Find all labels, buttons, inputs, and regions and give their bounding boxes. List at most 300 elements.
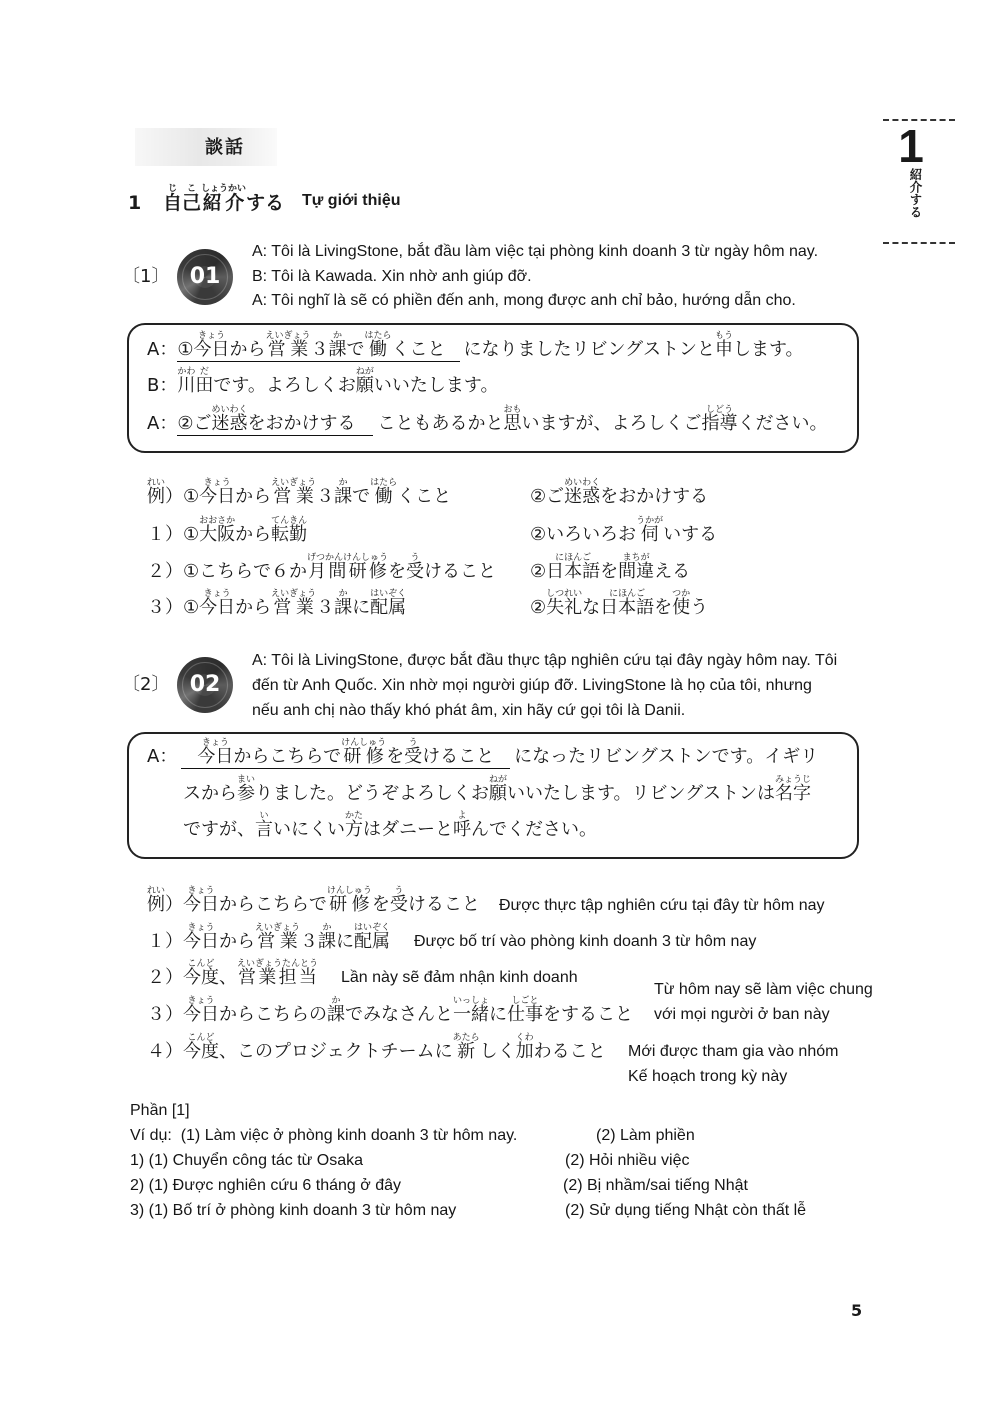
ruby-word [701,405,738,435]
furigana: もう [714,331,733,341]
translation-line: nếu anh chị nào thấy khó phát âm, xin hãy cứ gọi tôi là Danii. [252,702,686,719]
furigana: か [322,923,332,933]
dialog-text [514,746,818,767]
ruby-word [182,184,202,214]
text-run: くこと [391,339,446,360]
text-run: ① [183,486,200,507]
text-run: ①こちらで６か [183,561,307,582]
ruby-base: 転勤 [271,524,308,545]
ruby-base: 営業 [273,486,319,507]
ruby-word [389,886,408,916]
ruby-base: 迷惑 [564,486,601,507]
ruby-base: 紹介 [202,192,248,214]
ruby-base: 営業 [273,597,319,618]
text-run: になったリビングストンです。イギリ [514,746,819,767]
example-row [147,553,496,583]
answers-heading: Phần [1] [130,1102,190,1119]
ruby-base: 加 [515,1041,534,1062]
ruby-base: 田 [195,375,214,396]
furigana: おも [503,405,522,415]
example-translation: Được bố trí vào phòng kinh doanh 3 từ hôm nay [414,933,757,950]
ruby-word [507,996,543,1026]
text-run: を [654,597,673,618]
furigana: けんしゅう [326,886,372,896]
text-run: に [352,597,371,618]
lesson-number: 1 [128,192,142,214]
text-run: ３ [316,597,335,618]
text-run: から [229,339,266,360]
dialog-line [183,811,597,841]
audio-track-icon [177,657,233,713]
speaker: A： [147,339,178,360]
furigana: まい [236,775,256,785]
furigana: くわ [515,1033,534,1043]
ruby-base: 今日 [199,486,236,507]
text-run: ② [530,597,547,618]
ruby-word [236,775,256,805]
text-run: から [219,931,255,952]
ruby-word [146,478,166,508]
text-run: はダニーと [363,819,453,840]
furigana: みょうじ [775,775,812,785]
ruby-word [199,478,236,508]
example-label [147,967,183,988]
furigana: つか [672,589,691,599]
ruby-word [177,367,196,397]
answer-option-1: 3) (1) Bố trí ở phòng kinh doanh 3 từ hôm nay [130,1202,457,1219]
ruby-base: 例 [147,486,165,507]
text-run: ① [183,597,200,618]
text-run: １） [147,524,183,545]
example-translation: Từ hôm nay sẽ làm việc chung [654,981,873,998]
ruby-base: 思 [503,413,522,434]
text-run: スから [183,783,237,804]
example-option-1 [183,553,496,582]
ruby-word [334,589,353,619]
text-run: からこちらで [233,746,342,767]
ruby-base: 配属 [354,931,391,952]
text-run: いする [663,524,718,545]
furigana: けんしゅう [341,738,387,748]
dialog-line [147,331,804,361]
ruby-word [271,478,319,508]
text-run: ３） [147,597,183,618]
example-label [146,478,183,507]
text-run: ３ [300,931,319,952]
furigana: う [394,886,404,896]
furigana: おおさか [199,516,236,526]
lesson-title [163,184,285,214]
furigana: よ [457,811,467,821]
ruby-base: 願 [489,783,507,804]
text-run: いにくい [273,819,345,840]
furigana: ねが [488,775,508,785]
furigana: れい [146,478,166,488]
section-title: 談話 [205,137,245,158]
furigana: いっしょ [452,996,490,1006]
translation-line: đến từ Anh Quốc. Xin nhờ mọi người giúp đỡ. LivingStone là họ của tôi, nhưng [252,677,812,694]
ruby-base: 今日 [197,746,234,767]
text-run: ください。 [737,413,828,434]
chapter-label: 紹介する [908,168,923,218]
text-run: に [336,931,355,952]
ruby-word [318,923,337,953]
furigana: こ [187,184,197,194]
dialog-line [147,405,828,435]
ruby-base: 今日 [193,339,230,360]
text-run: いいたします。リビングストンは [507,783,776,804]
dialog-line [147,738,819,768]
ruby-word [488,775,508,805]
furigana: はいぞく [370,589,407,599]
text-run: ） [165,894,183,915]
ruby-word [265,331,313,361]
text-run: １） [147,931,183,952]
text-run: から [235,524,272,545]
example-row [147,959,320,989]
part-2-label: 〔2〕 [122,674,170,695]
text-run: わること [533,1041,606,1062]
ruby-base: 営業 [257,931,303,952]
speaker: A： [147,413,178,434]
ruby-word [405,553,424,583]
chapter-tab [883,119,955,244]
text-run: に [489,1004,507,1025]
ruby-base: 働 [368,339,396,360]
ruby-base: 言 [255,819,273,840]
ruby-word [564,478,601,508]
ruby-word [197,738,234,768]
ruby-word [326,886,375,916]
answer-option-1: 1) (1) Chuyển công tác từ Osaka [130,1152,364,1169]
furigana: きょう [203,589,231,599]
furigana: まちが [622,553,650,563]
example-row [146,886,480,916]
ruby-word [354,923,391,953]
ruby-base: 新 [457,1041,485,1062]
furigana: じ [167,184,178,194]
furigana: こんど [187,1033,215,1043]
ruby-base: 課 [318,931,337,952]
example-option-2 [530,478,709,508]
furigana: えいぎょうたんとう [236,959,319,969]
ruby-base: 研修 [329,894,375,915]
ruby-word [503,405,522,435]
ruby-word [546,589,583,619]
text-run: ３） [147,1004,183,1025]
furigana: か [331,996,341,1006]
dialog-line [183,775,812,805]
ruby-base: 伺 [640,524,668,545]
example-label [146,886,183,915]
ruby-base: 仕事 [507,1004,543,1025]
text-run: んでください。 [471,819,597,840]
furigana: きょう [197,331,225,341]
furigana: う [410,553,420,563]
ruby-word [195,367,214,397]
ruby-word [271,516,308,546]
furigana: こんど [187,959,215,969]
example-label [147,561,183,582]
ruby-word [254,923,303,953]
ruby-base: 今日 [199,597,236,618]
ruby-base: 使 [672,597,691,618]
ruby-base: 営業担当 [238,967,320,988]
part-1-label: 〔1〕 [122,266,170,287]
ruby-base: 一緒 [453,1004,489,1025]
text-run: う [690,597,709,618]
text-run: ②いろいろお [530,524,637,545]
furigana: えいぎょう [254,923,301,933]
example-translation: Lần này sẽ đảm nhận kinh doanh [341,969,578,986]
text-run: をおかけする [600,486,709,507]
translation-line: B: Tôi là Kawada. Xin nhờ anh giúp đỡ. [252,268,532,285]
text-run: しく [479,1041,516,1062]
ruby-base: 己 [182,192,202,214]
ruby-base: 大阪 [199,524,236,545]
furigana: はたら [370,478,398,488]
answer-option-2: (2) Bị nhầm/sai tiếng Nhật [563,1177,748,1194]
text-run: でみなさんと [345,1004,453,1025]
ruby-word [193,331,230,361]
example-translation: với mọi người ở ban này [654,1006,830,1023]
ruby-base: 受 [389,894,408,915]
ruby-base: 自 [163,192,183,214]
ruby-base: 今日 [183,931,219,952]
ruby-word [452,996,490,1026]
section-title-bar [135,128,277,166]
ruby-word [600,589,655,619]
ruby-word [183,923,219,953]
furigana: しどう [705,405,733,415]
furigana: えいぎょう [271,478,317,488]
ruby-base: 呼 [453,819,471,840]
text-run: ２） [147,561,183,582]
ruby-word [364,331,396,361]
text-run: します。 [732,339,804,360]
answer-option-2: (2) Hỏi nhiều việc [565,1152,690,1169]
ruby-base: 研修 [343,746,389,767]
ruby-word [618,553,655,583]
substitution-slot-1 [177,331,459,362]
furigana: うかが [636,516,664,526]
example-row [147,516,308,546]
example-label [147,597,183,618]
text-run: 、 [219,967,237,988]
example-option-1 [183,478,452,507]
substitution-slot [181,738,510,769]
ruby-base: 日本語 [600,597,655,618]
lesson-title-translation: Tự giới thiệu [302,192,401,209]
dialog-text [377,405,828,434]
chapter-number: 1 [898,120,924,172]
answer-option-1: Ví dụ: (1) Làm việc ở phòng kinh doanh 3 từ hôm nay. [130,1127,518,1144]
example-row [147,923,391,953]
translation-line: A: Tôi nghĩ là sẽ có phiền đến anh, mong được anh chỉ bảo, hướng dẫn cho. [252,292,796,309]
furigana: ねが [355,367,374,377]
example-translation: Kế hoạch trong kỳ này [628,1068,788,1085]
text-run: ② [530,561,547,582]
translation-line: A: Tôi là LivingStone, bắt đầu làm việc tại phòng kinh doanh 3 từ ngày hôm nay. [252,243,819,260]
furigana: てんきん [271,516,308,526]
ruby-word [201,184,248,214]
ruby-word [255,811,273,841]
example-text [183,959,320,988]
ruby-base: 迷惑 [211,413,248,434]
text-run: りました。どうぞよろしくお [255,783,489,804]
ruby-word [328,331,347,361]
page-number: 5 [851,1301,863,1320]
example-label [147,524,183,545]
example-option-1 [183,516,308,545]
text-run: する [246,192,285,214]
ruby-base: 課 [327,1004,345,1025]
ruby-base: 名字 [775,783,812,804]
furigana: かわ [177,367,196,377]
ruby-base: 今日 [183,894,219,915]
text-run: から [235,597,272,618]
ruby-base: 営業 [267,339,313,360]
ruby-base: 課 [334,597,353,618]
furigana: えいぎょう [271,589,317,599]
example-option-2 [530,589,709,619]
ruby-word [672,589,691,619]
substitution-slot-2 [177,405,373,436]
ruby-word [163,184,183,214]
example-text [183,1033,606,1062]
ruby-word [714,331,733,361]
text-run: を [600,561,619,582]
furigana: れい [146,886,166,896]
text-run: ②ご [530,486,565,507]
ruby-base: 願 [355,375,374,396]
ruby-word [183,1033,219,1063]
example-row [147,1033,606,1063]
ruby-word [183,996,219,1026]
text-run: いますが、よろしくご [521,413,702,434]
ruby-base: 指導 [701,413,738,434]
ruby-word [327,996,345,1026]
text-run: です。よろしくお [213,375,356,396]
furigana: にほんご [555,553,592,563]
answer-option-1: 2) (1) Được nghiên cứu 6 tháng ở đây [130,1177,401,1194]
text-run: ２） [147,967,183,988]
text-run: けること [422,746,495,767]
track-number: 01 [189,264,221,289]
ruby-base: 月間研修 [308,561,390,582]
translation-line: A: Tôi là LivingStone, được bắt đầu thực tập nghiên cứu tại đây ngày hôm nay. Tôi [252,652,838,669]
furigana: しょうかい [201,184,247,194]
furigana: めいわく [564,478,601,488]
furigana: にほんご [609,589,646,599]
ruby-base: 課 [328,339,347,360]
dialog-line [147,367,499,397]
text-run: を [386,746,405,767]
ruby-word [515,1033,534,1063]
ruby-word [271,589,319,619]
ruby-base: 今度 [183,1041,219,1062]
ruby-word [199,589,236,619]
text-run: で [346,339,365,360]
example-row [147,589,407,619]
ruby-base: 日本語 [546,561,601,582]
text-run: をおかけする [247,413,356,434]
ruby-word [199,516,236,546]
furigana: う [408,738,418,748]
speaker: B： [147,375,178,396]
ruby-word [452,1033,485,1063]
ruby-base: 今度 [183,967,219,988]
track-number: 02 [189,672,221,697]
ruby-word [404,738,423,768]
answer-option-2: (2) Làm phiền [596,1127,695,1144]
example-option-1 [183,589,407,618]
furigana: だ [199,367,209,377]
text-run: ４） [147,1041,183,1062]
furigana: きょう [187,923,215,933]
ruby-word [334,478,353,508]
furigana: きょう [201,738,229,748]
ruby-word [183,886,219,916]
furigana: はたら [364,331,392,341]
ruby-base: 働 [374,486,402,507]
text-run: から [235,486,272,507]
ruby-base: 受 [405,561,424,582]
furigana: きょう [203,478,231,488]
ruby-word [341,738,389,768]
example-row [147,996,633,1026]
furigana: かた [344,811,364,821]
example-label [147,931,183,952]
ruby-word [370,589,407,619]
ruby-word [453,811,471,841]
ruby-base: 参 [237,783,255,804]
answer-option-2: (2) Sử dụng tiếng Nhật còn thất lễ [565,1202,807,1219]
ruby-base: 課 [334,486,353,507]
example-option-2 [530,516,718,546]
ruby-word [146,886,166,916]
text-run: からこちらの [219,1004,327,1025]
furigana: い [259,811,269,821]
furigana: はいぞく [354,923,391,933]
furigana: きょう [187,886,215,896]
example-text [183,886,480,915]
example-label [147,1004,183,1025]
text-run: を [387,561,406,582]
text-run: ３ [316,486,335,507]
example-option-2 [530,553,691,583]
ruby-base: 例 [147,894,165,915]
example-label [147,1041,183,1062]
ruby-base: 受 [404,746,423,767]
example-translation: Mới được tham gia vào nhóm [628,1043,839,1060]
furigana: しごと [511,996,539,1006]
text-run: ですが、 [183,819,255,840]
furigana: しつれい [546,589,583,599]
furigana: か [338,478,348,488]
example-text [183,923,391,952]
text-run: をすること [543,1004,633,1025]
ruby-base: 方 [345,819,363,840]
furigana: か [332,331,342,341]
furigana: あたら [452,1033,480,1043]
furigana: きょう [187,996,215,1006]
audio-track-icon [177,249,233,305]
text-run: いいたします。 [373,375,499,396]
ruby-base: 川 [177,375,196,396]
furigana: えいぎょう [265,331,311,341]
ruby-word [370,478,402,508]
